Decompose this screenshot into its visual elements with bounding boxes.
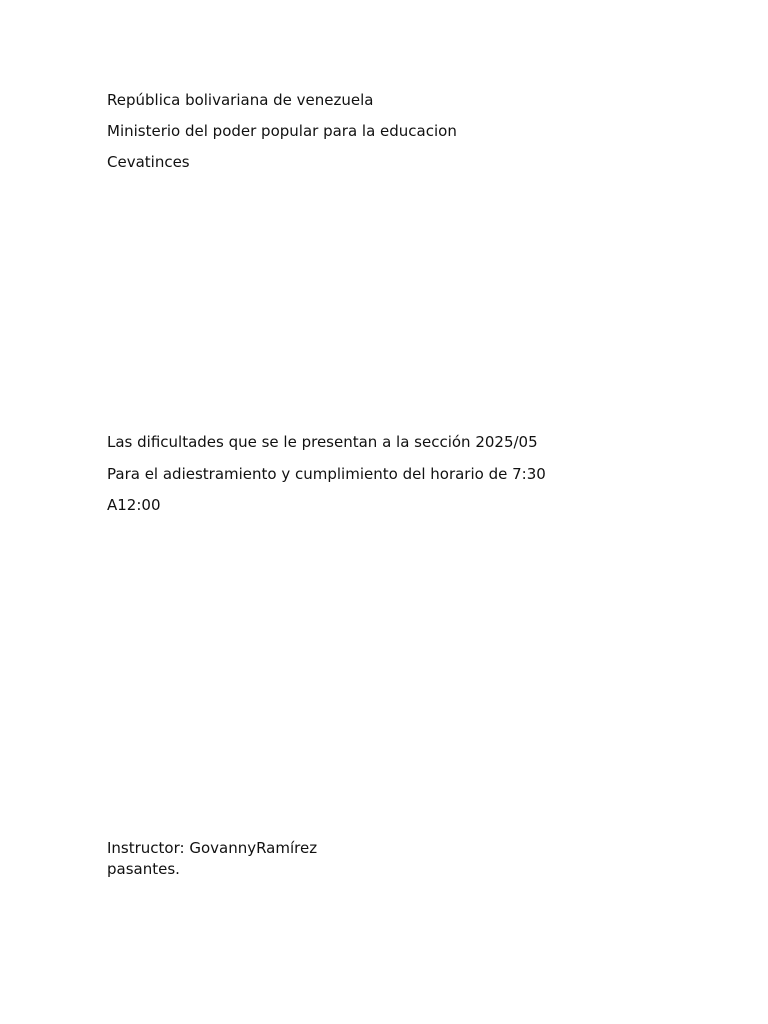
title-line-2: Para el adiestramiento y cumplimiento del horario de 7:30 [107, 465, 546, 483]
header-country: República bolivariana de venezuela [107, 91, 374, 109]
header-ministry: Ministerio del poder popular para la educacion [107, 122, 457, 140]
footer-pasantes: pasantes. [107, 860, 180, 878]
title-line-1: Las dificultades que se le presentan a la sección 2025/05 [107, 433, 538, 451]
title-line-3: A12:00 [107, 496, 161, 514]
instructor-name: Instructor: GovannyRamírez [107, 839, 318, 857]
header-institution: Cevatinces [107, 153, 190, 171]
